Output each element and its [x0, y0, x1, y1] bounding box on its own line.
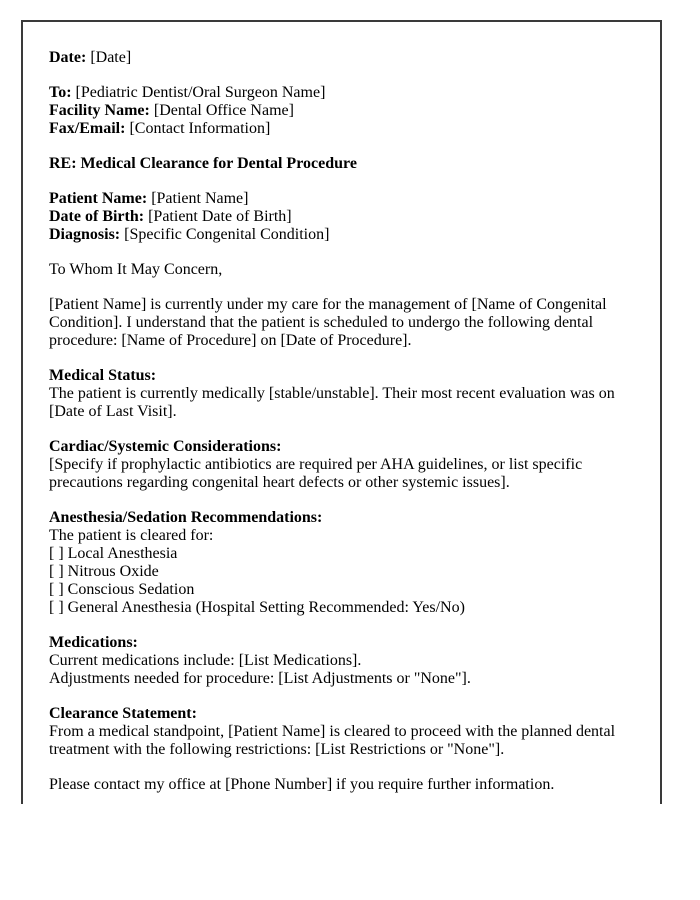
text-run: From a medical standpoint, [Patient Name] is cleared to proceed with the planned dental treatment with the following restrictions: [List Restrictions or "None"].: [49, 723, 620, 758]
subject-line: [49, 155, 636, 173]
bold-label-run: Date:: [49, 49, 87, 66]
clearance-statement-heading: [49, 705, 636, 723]
text-run: Please contact my office at [Phone Number] if you require further information.: [49, 776, 555, 793]
adjustments-line: [49, 670, 636, 688]
intro-paragraph: [49, 296, 636, 350]
date-of-birth-line: [49, 208, 636, 226]
checkbox-general-anesthesia: [49, 599, 636, 617]
patient-name-line: [49, 190, 636, 208]
clearance-statement-section: [49, 705, 636, 759]
bold-label-run: Cardiac/Systemic Considerations:: [49, 438, 282, 455]
to-line: [49, 84, 636, 102]
medical-status-heading: [49, 367, 636, 385]
text-run: [Contact Information]: [125, 120, 271, 137]
anesthesia-sedation-heading: [49, 509, 636, 527]
diagnosis-line: [49, 226, 636, 244]
text-run: Current medications include: [List Medications].: [49, 652, 362, 669]
bold-label-run: Medical Status:: [49, 367, 157, 384]
medications-heading: [49, 634, 636, 652]
text-run: Adjustments needed for procedure: [List Adjustments or "None"].: [49, 670, 471, 687]
bold-label-run: Anesthesia/Sedation Recommendations:: [49, 509, 323, 526]
closing-block: [49, 776, 636, 794]
date-block: [49, 49, 636, 67]
text-run: [Patient Name] is currently under my care for the management of [Name of Congenital Condition]. I understand that the patient is scheduled to undergo the following dental procedure: [Name of Procedure] on [Date of Procedure].: [49, 296, 611, 349]
subject-block: [49, 155, 636, 173]
medical-status-section: [49, 367, 636, 421]
text-run: The patient is cleared for:: [49, 527, 214, 544]
text-run: [Patient Date of Birth]: [144, 208, 292, 225]
intro-text: [49, 296, 636, 350]
text-run: [Date]: [86, 49, 132, 66]
salutation-block: [49, 261, 636, 279]
letter-body: [49, 49, 636, 794]
current-medications-line: [49, 652, 636, 670]
bold-label-run: Date of Birth:: [49, 208, 145, 225]
text-run: [Specify if prophylactic antibiotics are required per AHA guidelines, or list specific precautions regarding congenital heart defects or other systemic issues].: [49, 456, 587, 491]
bold-label-run: Fax/Email:: [49, 120, 126, 137]
bold-label-run: Clearance Statement:: [49, 705, 197, 722]
facility-name-line: [49, 102, 636, 120]
bold-label-run: Medications:: [49, 634, 138, 651]
clearance-statement-text: [49, 723, 636, 759]
text-run: [Patient Name]: [147, 190, 249, 207]
text-run: [ ] General Anesthesia (Hospital Setting Recommended: Yes/No): [49, 599, 465, 616]
bold-label-run: Patient Name:: [49, 190, 148, 207]
text-run: [ ] Conscious Sedation: [49, 581, 195, 598]
medical-status-text: [49, 385, 636, 421]
text-run: [ ] Local Anesthesia: [49, 545, 178, 562]
cardiac-systemic-text: [49, 456, 636, 492]
text-run: The patient is currently medically [stable/unstable]. Their most recent evaluation was on [Date of Last Visit].: [49, 385, 619, 420]
checkbox-conscious-sedation: [49, 581, 636, 599]
cardiac-systemic-heading: [49, 438, 636, 456]
closing-line: [49, 776, 636, 794]
anesthesia-sedation-section: [49, 509, 636, 617]
bold-label-run: Diagnosis:: [49, 226, 121, 243]
letter-page-frame: [21, 20, 662, 804]
checkbox-local-anesthesia: [49, 545, 636, 563]
bold-label-run: RE: Medical Clearance for Dental Procedure: [49, 155, 357, 172]
recipient-block: [49, 84, 636, 138]
text-run: [Dental Office Name]: [149, 102, 294, 119]
text-run: [Specific Congenital Condition]: [120, 226, 330, 243]
fax-email-line: [49, 120, 636, 138]
salutation-line: [49, 261, 636, 279]
cleared-for-line: [49, 527, 636, 545]
text-run: [Pediatric Dentist/Oral Surgeon Name]: [71, 84, 326, 101]
patient-info-block: [49, 190, 636, 244]
text-run: [ ] Nitrous Oxide: [49, 563, 159, 580]
checkbox-nitrous-oxide: [49, 563, 636, 581]
bold-label-run: Facility Name:: [49, 102, 150, 119]
date-line: [49, 49, 636, 67]
bold-label-run: To:: [49, 84, 72, 101]
medications-section: [49, 634, 636, 688]
text-run: To Whom It May Concern,: [49, 261, 223, 278]
cardiac-systemic-section: [49, 438, 636, 492]
